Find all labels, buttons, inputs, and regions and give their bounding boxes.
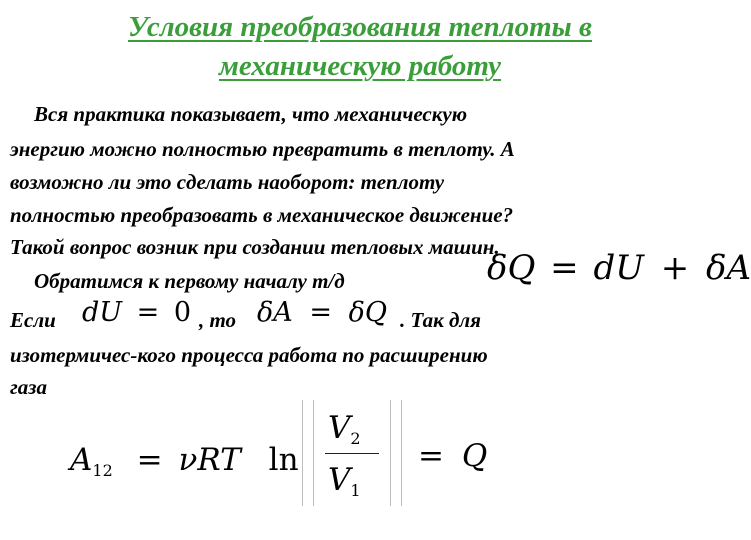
left-paren (302, 400, 314, 506)
first-law-formula: δQ = dU + δA (487, 248, 751, 288)
title-line-1: Условия преобразования теплоты в (128, 11, 592, 43)
condition-du-zero: dU = 0 (82, 297, 192, 328)
condition-da-dq: δA = δQ (257, 297, 387, 328)
fraction-bar (325, 453, 379, 454)
fraction-denominator: V1 (328, 462, 361, 500)
right-paren (390, 400, 402, 506)
fraction-numerator: V2 (328, 410, 361, 448)
paragraph-1-line-1: Вся практика показывает, что механическую (34, 102, 468, 126)
if-word: Если (10, 308, 56, 332)
paragraph-1-line-4: полностью преобразовать в механическое движение? (10, 203, 514, 227)
paragraph-3-line-1: изотермичес-кого процесса работа по расширению (10, 343, 488, 367)
slide-title (20, 8, 700, 86)
formula-rhs: = Q (418, 438, 488, 474)
paragraph-2-line-1: Обратимся к первому началу т/д (34, 269, 345, 293)
formula-lhs: A12 = νRT ln (70, 442, 299, 480)
paragraph-1-line-5: Такой вопрос возник при создании тепловых машин. (10, 235, 500, 259)
then-word: , то (199, 308, 237, 332)
paragraph-1-line-2: энергию можно полностью превратить в теплоту. А (10, 137, 515, 161)
for-text: . Так для (400, 308, 481, 332)
paragraph-3-line-2: газа (10, 375, 47, 399)
title-line-2: механическую работу (218, 50, 502, 82)
paragraph-1-line-3: возможно ли это сделать наоборот: теплоту (10, 170, 445, 194)
